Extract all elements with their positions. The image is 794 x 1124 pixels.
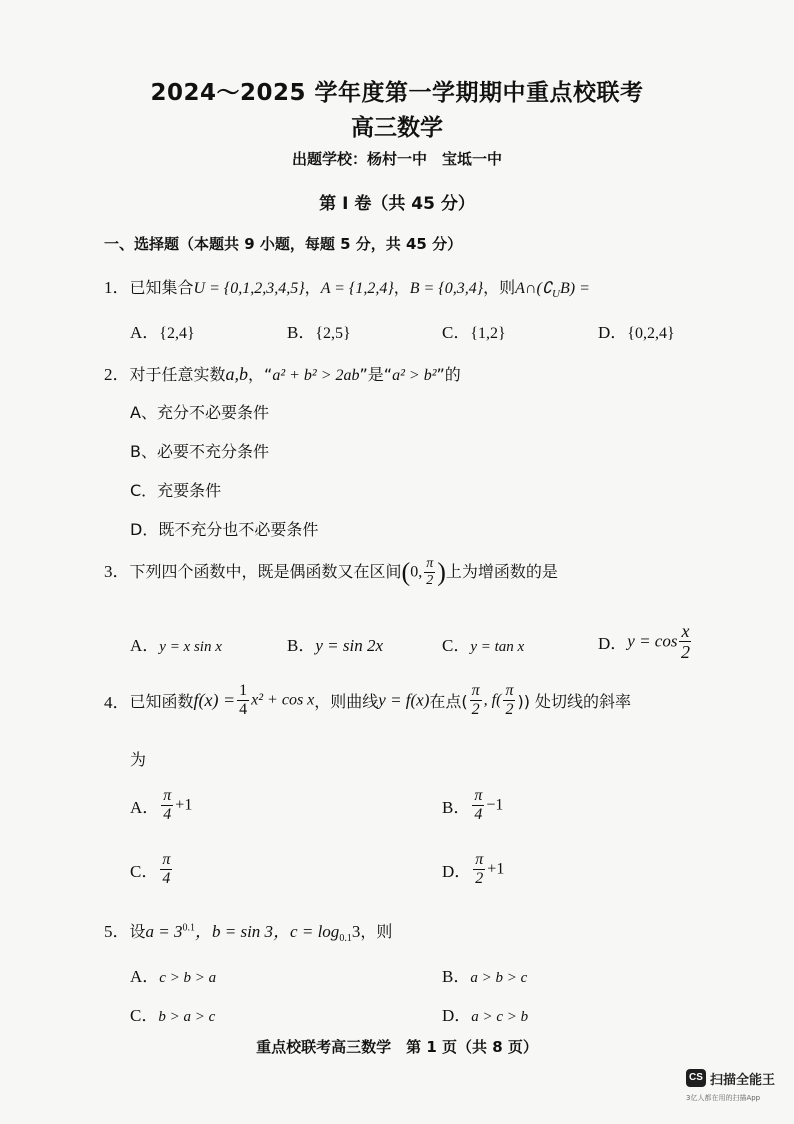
option-label: B． <box>287 636 316 655</box>
cs-logo-icon: CS <box>686 1069 706 1087</box>
math-expression: B) = <box>559 280 590 297</box>
math-set-a: A = {1,2,4} <box>320 280 394 297</box>
question-stem: 已知集合 <box>129 278 194 297</box>
option-c[interactable] <box>130 1001 215 1026</box>
option-label: C． <box>442 323 471 342</box>
question-stem: 已知函数 <box>129 692 194 711</box>
math-curve: y = f(x) <box>378 690 430 710</box>
option-text: y = cos <box>627 631 678 651</box>
option-label: C． <box>130 1006 159 1025</box>
option-a[interactable] <box>130 788 192 823</box>
option-label: D． <box>598 323 628 342</box>
left-paren-icon: ( <box>401 557 411 587</box>
question-stem: ，则 <box>483 278 516 297</box>
exam-subtitle: 高三数学 <box>351 115 443 141</box>
watermark-name: 扫描全能王 <box>710 1073 776 1088</box>
math-fraction <box>470 683 482 718</box>
option-text: {2,5} <box>315 325 351 342</box>
option-a[interactable]: A、充分不必要条件 <box>130 403 269 422</box>
option-label: D． <box>598 634 628 653</box>
option-text: c > b > a <box>159 970 217 986</box>
right-paren-icon: ) <box>437 557 446 587</box>
question-stem: ，则 <box>360 922 393 941</box>
option-c[interactable] <box>442 318 506 343</box>
scanner-watermark <box>686 1069 786 1113</box>
option-a[interactable] <box>130 962 216 987</box>
question-3 <box>104 557 558 588</box>
option-text: a > b > c <box>470 970 528 986</box>
fraction-numerator: x <box>681 621 690 641</box>
option-label: A． <box>130 323 160 342</box>
fraction-denominator: 4 <box>162 870 171 887</box>
fraction-denominator: 4 <box>163 806 172 823</box>
option-label: A． <box>130 798 160 817</box>
math-fraction <box>473 852 485 887</box>
section-heading: 一、选择题（本题共 9 小题，每题 5 分，共 45 分） <box>104 235 463 253</box>
option-text: {0,2,4} <box>627 325 675 342</box>
option-a[interactable] <box>130 318 195 343</box>
option-label: B． <box>442 967 471 986</box>
option-d[interactable]: D．既不充分也不必要条件 <box>130 520 319 539</box>
question-stem: 下列四个函数中，既是偶函数又在区间 <box>129 562 402 581</box>
option-c[interactable] <box>442 631 524 656</box>
math-b: ，b = sin 3 <box>195 922 274 941</box>
option-text: +1 <box>487 860 505 878</box>
fraction-denominator: 4 <box>474 806 483 823</box>
exam-schools: 出题学校：杨村一中 宝坻一中 <box>291 150 502 168</box>
option-b[interactable] <box>287 631 383 656</box>
option-d[interactable] <box>442 1001 528 1026</box>
volume-heading: 第 Ⅰ 卷（共 45 分） <box>319 194 475 214</box>
math-c: 3 <box>351 922 361 941</box>
option-label: B． <box>287 323 316 342</box>
option-text: b > a > c <box>158 1009 216 1025</box>
question-4 <box>104 683 631 718</box>
math-exponent: 0.1 <box>182 922 195 934</box>
option-label: A． <box>130 636 160 655</box>
math-subscript: 0.1 <box>339 933 352 945</box>
math-subscript: U <box>552 288 560 301</box>
question-stem: ，则曲线 <box>314 692 379 711</box>
fraction-numerator: π <box>471 682 480 699</box>
fraction-denominator: 2 <box>426 573 434 588</box>
option-a[interactable] <box>130 631 222 656</box>
option-b[interactable] <box>287 318 351 343</box>
math-point: , f( <box>483 691 502 709</box>
option-text: −1 <box>486 796 504 814</box>
math-fraction <box>472 788 484 823</box>
question-2 <box>104 360 461 385</box>
math-expression: A∩(∁ <box>515 280 553 297</box>
option-label: C． <box>442 636 471 655</box>
fraction-numerator: π <box>505 682 514 699</box>
math-c: ，c = log <box>273 922 340 941</box>
option-label: D． <box>442 862 472 881</box>
question-stem: 上为增函数的是 <box>445 562 558 581</box>
math-fraction <box>237 683 249 718</box>
option-b[interactable]: B、必要不充分条件 <box>130 442 269 461</box>
option-d[interactable] <box>442 852 504 887</box>
option-b[interactable] <box>442 788 503 823</box>
question-number: 3． <box>104 562 130 581</box>
math-interval: 0, <box>410 563 423 581</box>
option-text: a > c > b <box>471 1009 529 1025</box>
option-d[interactable] <box>598 622 693 661</box>
math-function: f(x) = <box>193 690 236 710</box>
fraction-denominator: 2 <box>680 642 690 662</box>
math-function: x² + cos x <box>251 691 315 709</box>
math-condition: a² + b² > 2ab <box>272 367 360 384</box>
fraction-numerator: π <box>426 556 434 571</box>
question-5 <box>104 917 392 944</box>
math-fraction <box>161 788 173 823</box>
fraction-numerator: π <box>163 787 172 804</box>
math-fraction <box>679 622 691 661</box>
option-text: +1 <box>175 796 193 814</box>
fraction-denominator: 4 <box>239 701 248 718</box>
question-stem: ”的 <box>436 365 461 384</box>
fraction-denominator: 2 <box>505 701 514 718</box>
option-text: y = x sin x <box>159 639 222 655</box>
option-text: y = sin 2x <box>315 636 383 655</box>
option-d[interactable] <box>598 318 675 343</box>
fraction-denominator: 2 <box>471 701 480 718</box>
page-footer: 重点校联考高三数学 第 1 页（共 8 页） <box>256 1038 538 1056</box>
question-stem: 在点( <box>429 692 468 711</box>
watermark-tagline: 3亿人都在用的扫描App <box>686 1094 761 1102</box>
question-stem: 对于任意实数 <box>129 365 226 384</box>
option-c[interactable] <box>130 852 174 887</box>
option-label: D． <box>442 1006 472 1025</box>
math-condition: a² > b² <box>392 367 437 384</box>
option-text: {2,4} <box>159 325 195 342</box>
question-stem: 设 <box>129 922 146 941</box>
question-number: 4． <box>104 693 130 712</box>
fraction-numerator: 1 <box>239 682 248 699</box>
question-stem: )) 处切线的斜率 <box>517 692 632 711</box>
option-c[interactable]: C．充要条件 <box>130 481 222 500</box>
exam-title: 2024～2025 学年度第一学期期中重点校联考 <box>150 80 644 106</box>
math-set-b: B = {0,3,4} <box>409 280 484 297</box>
fraction-numerator: π <box>474 787 483 804</box>
math-a: a = 3 <box>145 922 183 941</box>
math-set-u: U = {0,1,2,3,4,5} <box>193 280 305 297</box>
math-variables: a,b <box>225 364 249 384</box>
option-label: C． <box>130 862 159 881</box>
math-fraction <box>503 683 515 718</box>
option-text: y = tan x <box>470 639 525 655</box>
question-stem: ”是“ <box>359 365 393 384</box>
question-4-continuation: 为 <box>130 750 147 769</box>
math-fraction <box>424 557 435 588</box>
fraction-denominator: 2 <box>475 870 484 887</box>
question-1: 1．已知集合U = {0,1,2,3,4,5}，A = {1,2,4}，B = {0,3,4}，则$A\cap(∁_UB)$ = <box>104 278 590 301</box>
option-label: A． <box>130 967 160 986</box>
option-b[interactable] <box>442 962 527 987</box>
question-number: 5． <box>104 922 130 941</box>
option-label: B． <box>442 798 471 817</box>
question-number: 1． <box>104 278 130 297</box>
fraction-numerator: π <box>162 851 171 868</box>
question-stem: ，“ <box>248 365 273 384</box>
question-number: 2． <box>104 365 130 384</box>
math-fraction <box>160 852 172 887</box>
fraction-numerator: π <box>475 851 484 868</box>
option-text: {1,2} <box>470 325 506 342</box>
